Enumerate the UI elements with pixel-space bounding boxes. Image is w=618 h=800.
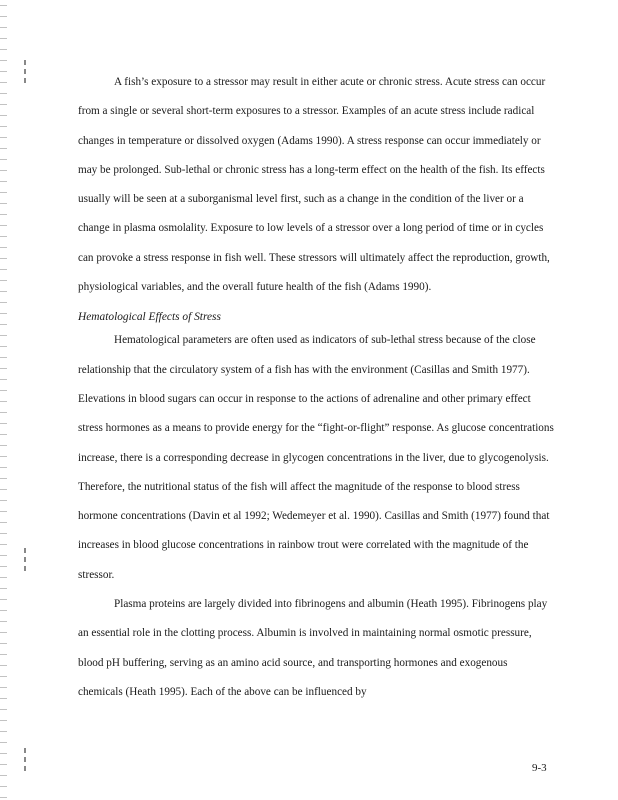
page-number: 9-3 (532, 762, 547, 774)
binding-mark-top (24, 60, 28, 87)
binding-mark-middle (24, 548, 28, 575)
section-heading: Hematological Effects of Stress (78, 311, 221, 324)
document-page (78, 68, 554, 707)
binding-mark-bottom (24, 748, 28, 775)
scan-edge-artifact (0, 0, 7, 800)
paragraph-hematological-parameters: Hematological parameters are often used as indicators of sub-lethal stress because of the close relationship that the circulatory system of a fish has with the environment (Casillas and Smith 1977). Elevations in blood sugars can occur in response to the actions of adrenaline and other primary effect stress hormones as a means to provide energy for the “fight-or-flight” response. As glucose concentrations increase, there is a corresponding decrease in glycogen concentrations in the liver, due to glycogenolysis. Therefore, the nutritional status of the fish will affect the magnitude of the response to blood stress hormone concentrations (Davin et al 1992; Wedemeyer et al. 1990). Casillas and Smith (1977) found that increases in blood glucose concentrations in rainbow trout were correlated with the magnitude of the stressor. (78, 334, 554, 581)
paragraph-plasma-proteins: Plasma proteins are largely divided into fibrinogens and albumin (Heath 1995). Fibrinogens play an essential role in the clotting process. Albumin is involved in maintaining normal osmotic pressure, blood pH buffering, serving as an amino acid source, and transporting hormones and exogenous chemicals (Heath 1995). Each of the above can be influenced by (78, 598, 548, 698)
paragraph-acute-chronic-stress: A fish’s exposure to a stressor may result in either acute or chronic stress. Acute stress can occur from a single or several short-term exposures to a stressor. Examples of an acute stress include radical changes in temperature or dissolved oxygen (Adams 1990). A stress response can occur immediately or may be prolonged. Sub-lethal or chronic stress has a long-term effect on the health of the fish. Its effects usually will be seen at a suborganismal level first, such as a change in the condition of the liver or a change in plasma osmolality. Exposure to low levels of a stressor over a long period of time or in cycles can provoke a stress response in fish well. These stressors will ultimately affect the reproduction, growth, physiological variables, and the overall future health of the fish (Adams 1990). (78, 76, 550, 294)
